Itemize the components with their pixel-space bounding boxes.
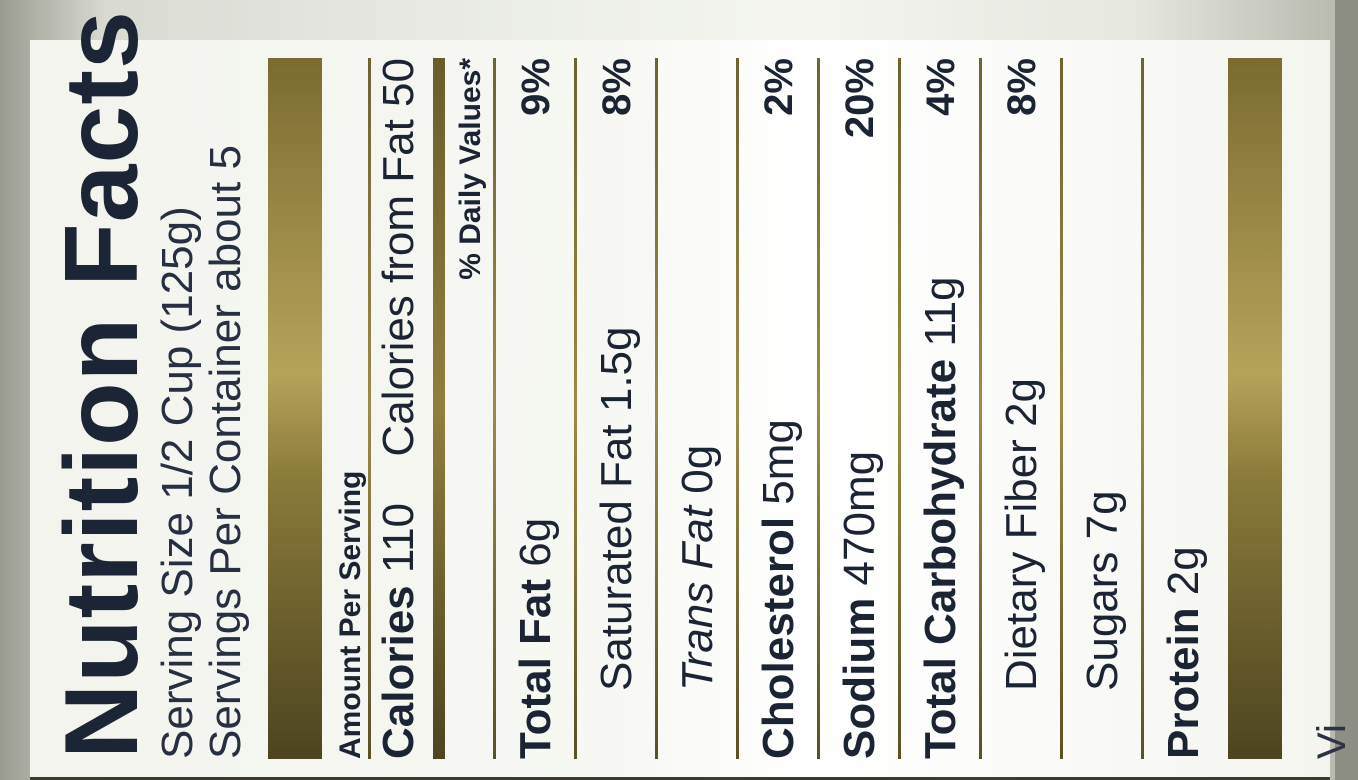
nutrient-amount: 1.5g	[592, 326, 641, 413]
nutrient-daily-value: 4%	[919, 58, 963, 116]
nutrient-name: Protein	[1159, 607, 1208, 759]
nutrient-name: Cholesterol	[754, 516, 803, 759]
thick-divider	[268, 58, 322, 759]
nutrient-name: Dietary Fiber	[997, 439, 1046, 691]
nutrient-row-cholesterol	[739, 58, 817, 759]
nutrient-text	[822, 451, 898, 759]
nutrient-text	[660, 445, 736, 691]
daily-values-header: % Daily Values*	[454, 58, 487, 280]
nutrient-amount: 2g	[997, 377, 1046, 427]
partial-vitamin-line: Vi	[1310, 724, 1354, 759]
nutrient-name: Sodium	[835, 597, 884, 759]
nutrient-amount: 0g	[673, 444, 722, 494]
nutrient-name: Total Fat	[511, 578, 560, 759]
serving-size: Serving Size 1/2 Cup (125g)	[153, 206, 202, 759]
nutrient-text	[498, 518, 574, 759]
nutrient-amount: 2g	[1159, 546, 1208, 596]
nutrient-text	[579, 327, 655, 691]
nutrient-name: Sugars	[1078, 551, 1127, 691]
nutrient-name: Saturated Fat	[592, 424, 641, 691]
calories-label: Calories	[374, 585, 423, 759]
thick-divider-bottom	[1228, 58, 1282, 759]
calories-value: 110	[374, 502, 423, 574]
nutrient-amount: 470mg	[835, 450, 884, 586]
servings-per-container: Servings Per Container about 5	[201, 145, 250, 759]
nutrient-daily-value: 8%	[595, 58, 639, 116]
panel-title: Nutrition Facts	[44, 10, 160, 759]
nutrient-daily-value: 8%	[1000, 58, 1044, 116]
nutrient-text	[1146, 546, 1222, 759]
nutrient-amount: 7g	[1078, 490, 1127, 540]
nutrient-row-trans-fat	[658, 58, 736, 759]
nutrient-text	[984, 378, 1060, 691]
amount-per-serving: Amount Per Serving	[334, 470, 367, 759]
nutrient-daily-value: 9%	[514, 58, 558, 116]
nutrient-row-sodium	[820, 58, 898, 759]
nutrient-name: Trans Fat	[673, 505, 722, 691]
label-rotation-wrapper	[30, 10, 1354, 780]
nutrient-text	[903, 276, 979, 759]
nutrient-name: Total Carbohydrate	[916, 358, 965, 759]
daily-values-header-row	[449, 58, 493, 759]
nutrient-row-protein	[1144, 58, 1222, 759]
nutrient-amount: 11g	[916, 276, 965, 347]
nutrient-text	[741, 419, 817, 759]
nutrient-daily-value: 20%	[838, 58, 882, 139]
calories-from-fat: Calories from Fat 50	[374, 58, 423, 457]
nutrient-amount: 6g	[511, 517, 560, 567]
nutrient-row-sugars	[1063, 58, 1141, 759]
calories-text	[371, 503, 427, 759]
calories-row	[371, 58, 427, 759]
nutrient-row-dietary-fiber	[982, 58, 1060, 759]
nutrition-facts-panel	[30, 10, 1354, 780]
nutrient-row-saturated-fat	[577, 58, 655, 759]
medium-divider	[433, 58, 445, 759]
nutrient-row-total-carbohydrate	[901, 58, 979, 759]
nutrient-amount: 5mg	[754, 419, 803, 505]
nutrient-text	[1065, 490, 1141, 691]
nutrient-daily-value: 2%	[757, 58, 801, 116]
nutrient-row-total-fat	[496, 58, 574, 759]
